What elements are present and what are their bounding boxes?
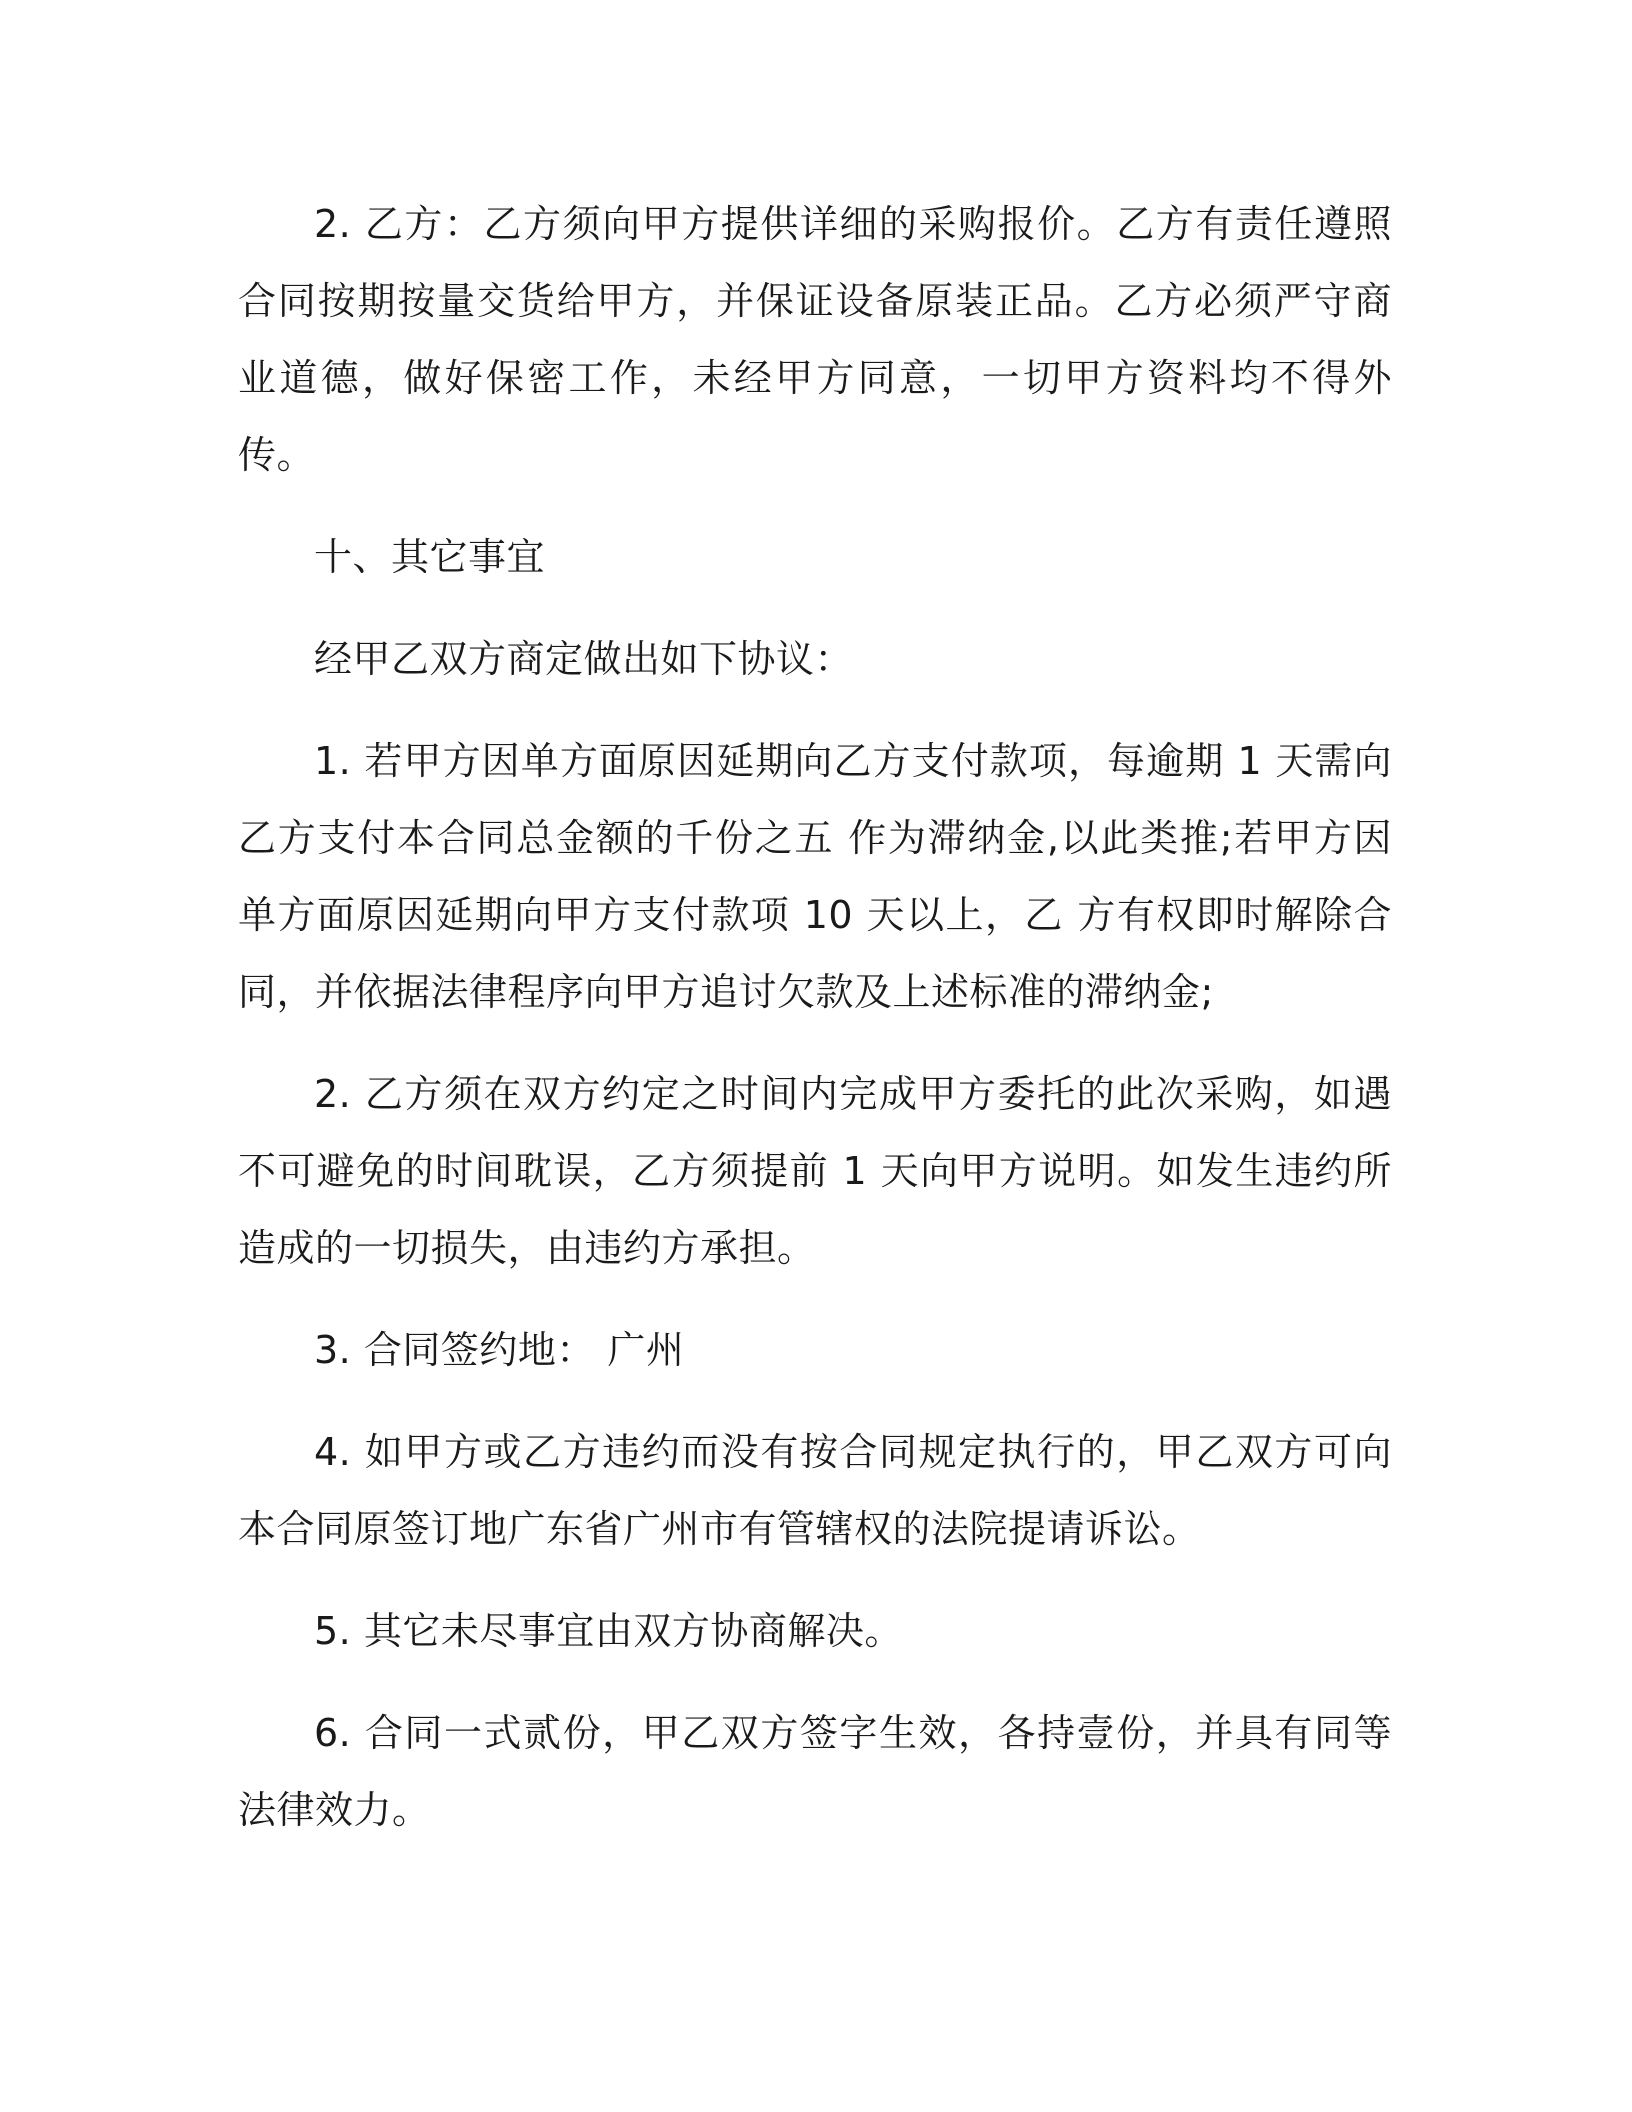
clause-late-payment: 1. 若甲方因单方面原因延期向乙方支付款项，每逾期 1 天需向乙方支付本合同总金额的千份之五 作为滞纳金,以此类推;若甲方因单方面原因延期向甲方支付款项 10 天以上，乙 方有权即时解除合同，并依据法律程序向甲方追讨欠款及上述标准的滞纳金; bbox=[238, 739, 1392, 1014]
clause-completion-time: 2. 乙方须在双方约定之时间内完成甲方委托的此次采购，如遇不可避免的时间耽误，乙方须提前 1 天向甲方说明。如发生违约所造成的一切损失，由违约方承担。 bbox=[238, 1072, 1392, 1270]
clause-litigation: 4. 如甲方或乙方违约而没有按合同规定执行的，甲乙双方可向本合同原签订地广东省广州市有管辖权的法院提请诉讼。 bbox=[238, 1430, 1392, 1551]
agreement-intro: 经甲乙双方商定做出如下协议： bbox=[314, 637, 854, 681]
clause-copies: 6. 合同一式贰份，甲乙双方签字生效，各持壹份，并具有同等法律效力。 bbox=[238, 1711, 1392, 1832]
section-heading-other-matters: 十、其它事宜 bbox=[314, 535, 546, 579]
document-body bbox=[238, 186, 1392, 1874]
clause-party-b-obligations: 2. 乙方：乙方须向甲方提供详细的采购报价。乙方有责任遵照合同按期按量交货给甲方，并保证设备原装正品。乙方必须严守商业道德，做好保密工作，未经甲方同意，一切甲方资料均不得外传。 bbox=[238, 202, 1392, 477]
clause-other-matters: 5. 其它未尽事宜由双方协商解决。 bbox=[314, 1609, 903, 1653]
clause-signing-place: 3. 合同签约地： 广州 bbox=[314, 1328, 685, 1372]
